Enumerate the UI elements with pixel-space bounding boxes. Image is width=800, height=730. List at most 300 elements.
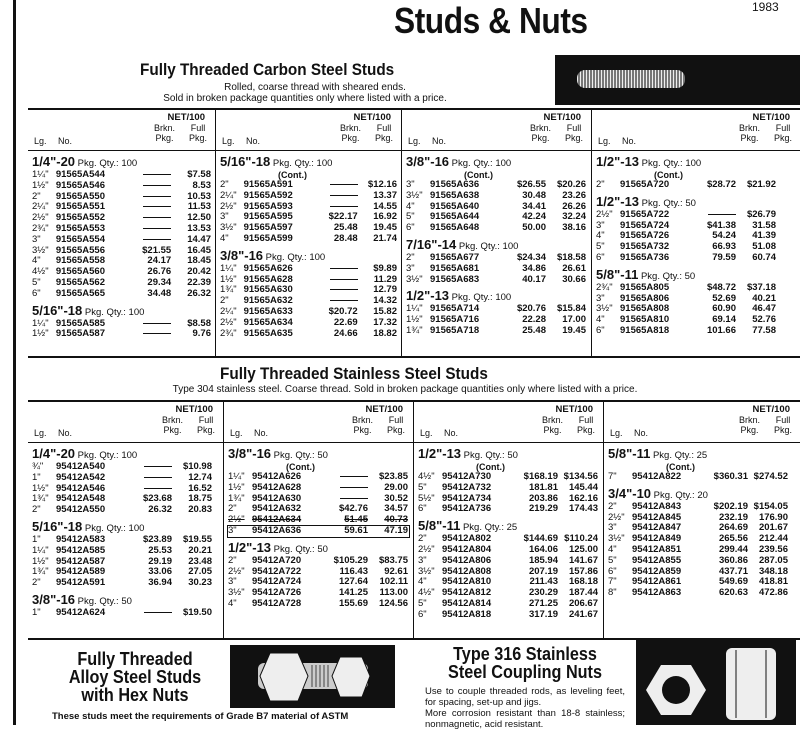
full-pkg-price: 418.81 [758, 576, 788, 588]
thread-size: 1/2"-13 [228, 539, 272, 555]
net-per-100-label: NET/100 [543, 112, 581, 123]
full-pkg-price: 32.24 [562, 211, 586, 223]
length: 1½" [32, 482, 49, 494]
full-pkg-price: 18.75 [188, 493, 212, 505]
part-number: 91565A808 [620, 303, 670, 315]
full-pkg-price: 348.18 [758, 565, 788, 577]
header-divider [216, 150, 401, 151]
full-pkg-price: 26.26 [562, 200, 586, 212]
length: 2½" [32, 212, 49, 224]
length: 6" [32, 287, 41, 299]
not-available-dash [340, 498, 368, 499]
length: 1½" [228, 481, 245, 493]
table-row [418, 556, 599, 567]
length: 4" [596, 230, 605, 242]
part-number: 91565A630 [243, 284, 293, 296]
broken-pkg-price: $41.38 [706, 219, 736, 231]
part-number: 91565A565 [55, 287, 105, 299]
net-per-100-label: NET/100 [365, 404, 403, 415]
part-number: 95412A548 [56, 493, 106, 505]
part-number: 91565A681 [430, 262, 480, 274]
part-number: 95412A802 [442, 533, 492, 545]
full-pkg-price: $83.75 [378, 554, 408, 566]
table-row [406, 264, 587, 275]
size-group-header [608, 447, 796, 462]
continued-label: (Cont.) [278, 170, 307, 180]
length: 2" [32, 577, 41, 589]
broken-pkg-price: 549.69 [718, 576, 748, 588]
full-pkg-price: 102.11 [379, 576, 408, 588]
length: 7" [608, 471, 617, 482]
length: ¾" [32, 461, 44, 472]
part-number: 91565A726 [620, 230, 670, 242]
length: 3" [220, 211, 229, 223]
thread-size: 3/8"-16 [220, 247, 264, 263]
full-pkg-price: 60.74 [752, 251, 776, 263]
part-number: 91565A634 [243, 316, 293, 328]
full-pkg-price: 145.44 [568, 481, 598, 493]
broken-pkg-price: $22.17 [328, 211, 358, 223]
full-pkg-price: 9.76 [192, 328, 211, 340]
part-number: 91565A718 [430, 324, 480, 336]
full-pkg-price: 92.61 [384, 565, 408, 577]
full-pkg-price: $20.26 [556, 179, 586, 190]
package-quantity: Pkg. Qty.: 20 [653, 489, 708, 501]
package-quantity: Pkg. Qty.: 100 [451, 292, 512, 304]
full-pkg-label: Full Pkg. [196, 415, 215, 435]
broken-pkg-label: Brkn. Pkg. [541, 415, 563, 435]
full-pkg-price: $274.52 [753, 471, 788, 482]
column-header [608, 402, 796, 442]
part-number: 91565A635 [243, 327, 293, 339]
alloy-title-line-1: Fully Threaded [77, 649, 193, 669]
broken-pkg-price: 34.48 [147, 287, 172, 299]
length: 1¾" [228, 492, 245, 504]
broken-pkg-price: $24.34 [516, 251, 546, 263]
alloy-title-line-3: with Hex Nuts [81, 685, 189, 705]
broken-pkg-price: 52.69 [712, 292, 736, 304]
part-number: 95412A810 [442, 576, 492, 588]
size-group-header [220, 249, 397, 264]
full-pkg-price: 212.44 [758, 533, 788, 545]
full-pkg-price: 30.23 [188, 577, 212, 589]
net-per-100-label: NET/100 [353, 112, 391, 123]
continued-label: (Cont.) [654, 170, 683, 180]
size-group [406, 289, 587, 336]
continued-label: (Cont.) [666, 462, 695, 472]
table-row [32, 608, 219, 619]
part-number: 95412A863 [632, 587, 682, 599]
column-header [220, 110, 397, 150]
length: 6" [596, 251, 605, 263]
part-number: 91565A640 [430, 200, 480, 212]
broken-pkg-price [128, 473, 172, 484]
broken-pkg-price: 22.69 [333, 316, 358, 328]
table-row [596, 283, 796, 294]
table-row [220, 234, 397, 245]
full-pkg-label: Full Pkg. [188, 123, 207, 143]
table-row [406, 223, 587, 234]
broken-pkg-price: 271.25 [528, 597, 558, 609]
length: 3½" [608, 533, 625, 545]
part-number: 95412A730 [442, 471, 492, 482]
not-available-dash [143, 206, 171, 207]
not-available-dash [143, 239, 171, 240]
not-available-dash [708, 214, 736, 215]
length: 6" [418, 608, 427, 620]
length: 5" [32, 276, 41, 288]
length-label: Lg. [420, 428, 433, 438]
broken-pkg-label: Brkn. Pkg. [738, 415, 760, 435]
full-pkg-price: 20.21 [188, 544, 212, 556]
not-available-dash [330, 289, 358, 290]
table-row [406, 275, 587, 286]
size-group [228, 447, 409, 537]
length: 2½" [228, 514, 245, 526]
full-pkg-price: 12.74 [188, 471, 212, 483]
header-divider [604, 442, 800, 443]
length: 1½" [406, 314, 423, 326]
length-label: Lg. [34, 136, 47, 146]
size-group-header [32, 520, 219, 535]
thread-size: 5/16"-18 [220, 154, 271, 169]
full-pkg-price: 168.18 [568, 576, 598, 588]
broken-pkg-price [324, 472, 368, 483]
length: 3½" [418, 565, 435, 577]
continued-label: (Cont.) [286, 462, 315, 472]
full-pkg-price: 22.39 [187, 276, 211, 288]
package-quantity: Pkg. Qty.: 50 [273, 450, 328, 461]
full-pkg-price: 141.67 [568, 554, 598, 566]
broken-pkg-label: Brkn. Pkg. [351, 415, 373, 435]
part-number: 95412A808 [442, 565, 492, 577]
length: 3½" [406, 273, 423, 285]
length: 5" [608, 554, 617, 566]
broken-pkg-price: 36.94 [148, 577, 172, 589]
part-number: 95412A589 [56, 566, 106, 578]
broken-pkg-label: Brkn. Pkg. [738, 123, 760, 143]
part-number: 95412A732 [442, 481, 492, 493]
broken-pkg-price [314, 180, 357, 191]
length: 7" [608, 576, 617, 588]
part-number: 95412A634 [252, 514, 302, 526]
package-quantity: Pkg. Qty.: 100 [458, 240, 519, 252]
part-number: 91565A648 [430, 222, 480, 234]
coupling-description-2: More corrosion resistant than 18-8 stainless; nonmagnetic, acid resistant. [425, 708, 625, 730]
full-pkg-price: $23.85 [378, 471, 408, 482]
size-group [220, 155, 397, 245]
length: 3" [418, 554, 427, 566]
table-row [596, 210, 796, 221]
size-group-header [596, 195, 796, 210]
thread-size: 1/2"-13 [418, 446, 462, 461]
length: 1¼" [220, 262, 237, 274]
broken-pkg-price: 317.19 [528, 608, 558, 620]
full-pkg-price: 113.00 [379, 587, 408, 599]
full-pkg-label: Full Pkg. [564, 123, 583, 143]
part-number: 91565A633 [243, 305, 293, 317]
table-row [220, 318, 397, 329]
length: 2½" [596, 208, 613, 220]
length: 2½" [418, 543, 435, 555]
part-number: 91565A714 [430, 303, 480, 315]
length: 4" [406, 200, 415, 212]
net-per-100-label: NET/100 [555, 404, 593, 415]
broken-pkg-price: 203.86 [528, 492, 558, 504]
full-pkg-price: 41.39 [752, 230, 776, 242]
length: 5" [418, 481, 427, 493]
full-pkg-price: $18.58 [556, 251, 586, 263]
not-available-dash [143, 228, 171, 229]
full-pkg-price: 51.08 [752, 241, 776, 253]
part-number: 95412A583 [56, 533, 106, 545]
column-header [228, 402, 409, 442]
full-pkg-price: 52.76 [752, 314, 776, 326]
broken-pkg-price: $168.19 [523, 471, 558, 482]
length-label: Lg. [222, 136, 235, 146]
full-pkg-price: 287.05 [758, 554, 788, 566]
broken-pkg-price: $21.55 [142, 244, 172, 256]
part-number: 91565A644 [430, 211, 480, 223]
length: 2¾" [596, 281, 613, 293]
part-number: 91565A599 [243, 232, 293, 244]
length: 3½" [406, 189, 423, 201]
part-number: 95412A591 [56, 577, 106, 589]
not-available-dash [143, 217, 171, 218]
broken-pkg-price: $144.69 [523, 533, 558, 545]
part-number: 95412A861 [632, 576, 682, 588]
broken-pkg-price: $23.68 [142, 493, 172, 505]
broken-pkg-price: 116.43 [339, 565, 368, 577]
length: 2" [220, 295, 229, 307]
header-divider [592, 150, 800, 151]
broken-pkg-price [128, 462, 172, 473]
full-pkg-price: 13.37 [373, 189, 397, 201]
table-row [32, 546, 219, 557]
part-number: 95412A628 [252, 481, 302, 493]
broken-pkg-price: $360.31 [713, 471, 748, 482]
broken-pkg-price [692, 210, 736, 221]
full-pkg-price: $15.84 [556, 303, 586, 315]
full-pkg-price: 18.82 [373, 327, 397, 339]
part-number: 91565A556 [55, 244, 105, 256]
part-number: 95412A849 [632, 533, 682, 545]
broken-pkg-price: 185.94 [528, 554, 558, 566]
length: 5" [418, 597, 427, 609]
column-header [406, 110, 587, 150]
part-number: 91565A562 [55, 276, 105, 288]
broken-pkg-price: 29.34 [147, 276, 172, 288]
full-pkg-price: 40.73 [384, 514, 408, 526]
size-group [406, 155, 587, 234]
size-group-header [32, 155, 211, 170]
full-pkg-price: 30.66 [562, 273, 586, 285]
net-per-100-label: NET/100 [752, 404, 790, 415]
length: 4" [220, 232, 229, 244]
length: 2½" [220, 316, 237, 328]
length: 5" [406, 211, 415, 223]
broken-pkg-price: 181.81 [528, 481, 558, 493]
full-pkg-price: 17.00 [562, 314, 586, 326]
part-number-label: No. [634, 428, 649, 438]
size-group-header [228, 447, 409, 462]
package-quantity: Pkg. Qty.: 100 [84, 306, 145, 318]
broken-pkg-price: 79.59 [712, 251, 736, 263]
full-pkg-label: Full Pkg. [374, 123, 393, 143]
alloy-stud-photo [230, 645, 395, 708]
broken-pkg-price [324, 483, 368, 494]
full-pkg-price: 23.26 [562, 189, 586, 201]
not-available-dash [143, 323, 171, 324]
broken-pkg-price [127, 202, 171, 213]
full-pkg-price: 14.47 [187, 233, 211, 245]
part-number: 95412A806 [442, 554, 492, 566]
not-available-dash [143, 196, 171, 197]
size-group-header [32, 304, 211, 319]
full-pkg-price: 46.47 [752, 303, 776, 315]
length: 6" [596, 324, 605, 336]
broken-pkg-price: $202.19 [713, 500, 748, 512]
broken-pkg-price: $28.72 [706, 179, 736, 190]
part-number: 95412A724 [252, 576, 302, 588]
size-group-header [228, 541, 409, 556]
length-label: Lg. [610, 428, 623, 438]
thread-size: 5/16"-18 [32, 302, 83, 318]
part-number: 91565A593 [243, 200, 293, 212]
part-number: 91565A628 [243, 273, 293, 285]
part-number: 95412A847 [632, 522, 682, 534]
length: 3" [406, 262, 415, 274]
broken-pkg-label: Brkn. Pkg. [339, 123, 361, 143]
part-number: 91565A732 [620, 241, 670, 253]
thread-size: 1/2"-13 [596, 154, 640, 169]
part-number: 95412A814 [442, 597, 492, 609]
length: 1½" [32, 328, 49, 340]
length: 1¼" [228, 471, 245, 482]
full-pkg-price: 176.90 [758, 511, 788, 523]
package-quantity: Pkg. Qty.: 50 [640, 270, 696, 282]
part-number: 95412A845 [632, 511, 682, 523]
size-group [32, 304, 211, 341]
broken-pkg-label: Brkn. Pkg. [529, 123, 551, 143]
thread-size: 7/16"-14 [406, 236, 457, 252]
broken-pkg-price: 30.48 [522, 189, 546, 201]
part-number: 91565A683 [430, 273, 480, 285]
table-row [32, 235, 211, 246]
broken-pkg-price [314, 191, 357, 202]
thread-size: 1/2"-13 [596, 193, 640, 209]
broken-pkg-price: 59.61 [344, 524, 368, 536]
broken-pkg-price: 34.86 [522, 262, 546, 274]
length: 6" [418, 503, 427, 515]
length: 1¾" [406, 324, 423, 336]
table-row [32, 289, 211, 300]
length: 3" [406, 179, 415, 190]
part-number: 95412A734 [442, 492, 492, 504]
size-group [608, 447, 796, 483]
length: 4" [418, 576, 427, 588]
length: 3½" [596, 303, 613, 315]
full-pkg-price: 16.52 [188, 482, 212, 494]
full-pkg-price: 47.19 [384, 524, 408, 536]
net-per-100-label: NET/100 [175, 404, 213, 415]
length: 6" [608, 565, 617, 577]
full-pkg-price: 20.42 [187, 266, 211, 278]
broken-pkg-price: 25.48 [333, 222, 358, 234]
part-number: 95412A542 [56, 471, 106, 483]
broken-pkg-price: 24.66 [333, 327, 358, 339]
full-pkg-price: 124.56 [378, 597, 408, 609]
table-row [220, 329, 397, 340]
not-available-dash [143, 333, 171, 334]
broken-pkg-price: 50.00 [522, 222, 546, 234]
length: 2¾" [220, 327, 237, 339]
column-header [32, 110, 211, 150]
length: 4" [32, 255, 41, 267]
full-pkg-price: 23.48 [188, 555, 212, 567]
length: 4½" [418, 471, 435, 482]
not-available-dash [330, 184, 358, 185]
broken-pkg-price: $20.72 [328, 305, 358, 317]
full-pkg-price: $10.98 [182, 461, 212, 472]
length: 3" [32, 233, 41, 245]
full-pkg-price: 19.45 [562, 324, 586, 336]
part-number: 95412A546 [56, 482, 106, 494]
not-available-dash [330, 195, 358, 196]
price-column-1 [28, 402, 224, 638]
carbon-subtitle-2: Sold in broken package quantities only where listed with a price. [163, 93, 447, 104]
thread-size: 5/8"-11 [418, 518, 461, 534]
broken-pkg-price [314, 275, 357, 286]
thread-size: 5/8"-11 [608, 446, 651, 461]
broken-pkg-price [314, 264, 357, 275]
length: 2¾" [32, 222, 49, 234]
table-row [608, 556, 796, 567]
length: 1" [32, 471, 41, 483]
price-column-2 [224, 402, 414, 638]
broken-pkg-price: 51.45 [344, 514, 368, 526]
table-row [596, 326, 796, 337]
length: 1¾" [220, 284, 237, 296]
price-column-3 [402, 110, 592, 356]
column-header [418, 402, 599, 442]
part-number: 95412A728 [252, 597, 302, 609]
full-pkg-price: $154.05 [753, 500, 788, 512]
broken-pkg-price: 22.28 [522, 314, 546, 326]
part-number: 95412A540 [56, 461, 106, 472]
package-quantity: Pkg. Qty.: 25 [462, 522, 518, 534]
table-row [228, 526, 409, 537]
not-available-dash [330, 279, 358, 280]
table-row [596, 180, 796, 191]
coupling-description-1: Use to couple threaded rods, as leveling feet, for spacing, set-up and jigs. [425, 686, 625, 708]
full-pkg-price: 162.16 [568, 492, 598, 504]
package-quantity: Pkg. Qty.: 100 [265, 251, 326, 263]
broken-pkg-price: 40.17 [522, 273, 546, 285]
broken-pkg-price [127, 170, 171, 181]
full-pkg-price: $134.56 [563, 471, 598, 482]
full-pkg-label: Full Pkg. [773, 415, 792, 435]
length: 2" [608, 500, 617, 512]
broken-pkg-price: $105.29 [333, 554, 368, 566]
broken-pkg-price: $23.89 [142, 533, 172, 545]
package-quantity: Pkg. Qty.: 25 [652, 450, 708, 461]
carbon-subtitle-1: Rolled, coarse thread with sheared ends. [224, 82, 406, 93]
part-number: 91565A591 [243, 179, 293, 190]
broken-pkg-price: 42.24 [522, 211, 546, 223]
part-number: 95412A624 [56, 606, 106, 618]
broken-pkg-price: 219.29 [528, 503, 558, 515]
